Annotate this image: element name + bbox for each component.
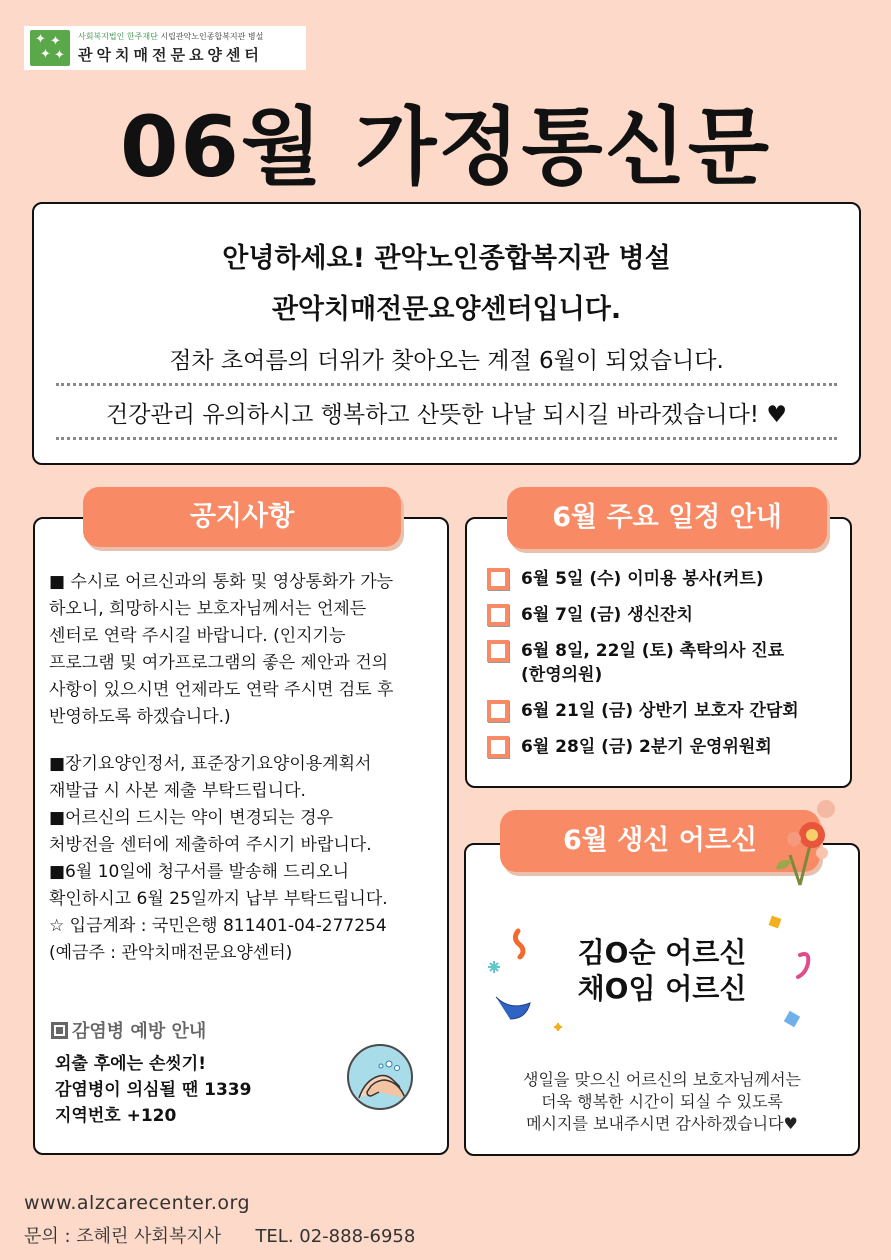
birthday-name: 채O임 어르신 (577, 972, 747, 1005)
dotted-divider (56, 383, 837, 386)
infection-line: 지역번호 +120 (55, 1106, 177, 1126)
logo-name: 관악치매전문요양센터 (78, 46, 263, 64)
checkbox-icon (487, 568, 509, 590)
schedule-item: 6월 7일 (금) 생신잔치 (487, 603, 840, 627)
schedule-item: 6월 28일 (금) 2분기 운영위원회 (487, 735, 840, 759)
birthday-message: 생일을 맞으신 어르신의 보호자님께서는 더욱 행복한 시간이 되실 수 있도록 메시지를 보내주시면 감사하겠습니다♥ (522, 1070, 801, 1133)
dotted-divider (56, 437, 837, 440)
greeting-line2: 건강관리 유의하시고 행복하고 산뜻한 나날 되시길 바라겠습니다! ♥ (106, 402, 787, 428)
birthday-names (466, 935, 858, 1007)
infection-line: 외출 후에는 손씻기! (55, 1054, 206, 1074)
infection-line: 감염병이 의심될 땐 1339 (55, 1080, 252, 1100)
handwashing-icon (347, 1044, 413, 1110)
square-bullet-icon (51, 1022, 68, 1039)
checkbox-icon (487, 700, 509, 722)
greeting-title-line1: 안녕하세요! 관악노인종합복지관 병설 (222, 243, 671, 274)
schedule-tab: 6월 주요 일정 안내 (507, 487, 827, 549)
notice-paragraph: ■장기요양인정서, 표준장기요양이용계획서 재발급 시 사본 제출 부탁드립니다. ■어르신의 드시는 약이 변경되는 경우 처방전을 센터에 제출하여 주시기 바랍니다. ■6월 10일에 청구서를 발송해 드리오니 확인하시고 6월 25일까지 납부 부탁드립니다. ☆ 입금계좌 : 국민은행 811401-04-277254 (예금주 : 관악치매전문요양센터) (49, 754, 388, 963)
website-link[interactable]: www.alzcarecenter.org (24, 1192, 251, 1214)
checkbox-icon (487, 604, 509, 626)
contact-info: 문의 : 조혜린 사회복지사 TEL. 02-888-6958 (24, 1226, 416, 1247)
birthday-tab: 6월 생신 어르신 (500, 810, 820, 872)
infection-heading: 감염병 예방 안내 (51, 1017, 206, 1043)
schedule-item: 6월 5일 (수) 이미용 봉사(커트) (487, 567, 840, 591)
birthday-name: 김O순 어르신 (577, 936, 747, 969)
notice-tab: 공지사항 (83, 487, 401, 547)
flower-bouquet-icon (770, 795, 840, 890)
schedule-list (487, 567, 840, 771)
notice-body (49, 569, 437, 967)
center-logo (24, 26, 306, 70)
schedule-panel (465, 517, 852, 788)
page-title: 06월 가정통신문 (119, 98, 771, 196)
notice-panel (33, 517, 449, 1155)
logo-org-line: 사회복지법인 한주재단 시립관악노인종합복지관 병설 (78, 32, 264, 41)
schedule-item: 6월 8일, 22일 (토) 촉탁의사 진료 (한영의원) (487, 639, 840, 687)
greeting-line1: 점차 초여름의 더위가 찾아오는 계절 6월이 되었습니다. (169, 348, 724, 374)
checkbox-icon (487, 640, 509, 662)
notice-paragraph: ■ 수시로 어르신과의 통화 및 영상통화가 가능 하오니, 희망하시는 보호자님께서는 언제든 센터로 연락 주시길 바랍니다. (인지기능 프로그램 및 여가프로그램의 좋은 제안과 건의 사항이 있으시면 언제라도 연락 주시면 검토 후 반영하도록 하겠습니다.) (49, 572, 394, 727)
greeting-title-line2: 관악치매전문요양센터입니다. (271, 294, 622, 325)
checkbox-icon (487, 736, 509, 758)
schedule-item: 6월 21일 (금) 상반기 보호자 간담회 (487, 699, 840, 723)
infection-info (55, 1051, 251, 1129)
hands-logo-icon: ✦ ✦ ✦ ✦ (30, 30, 70, 66)
greeting-box (32, 202, 861, 465)
